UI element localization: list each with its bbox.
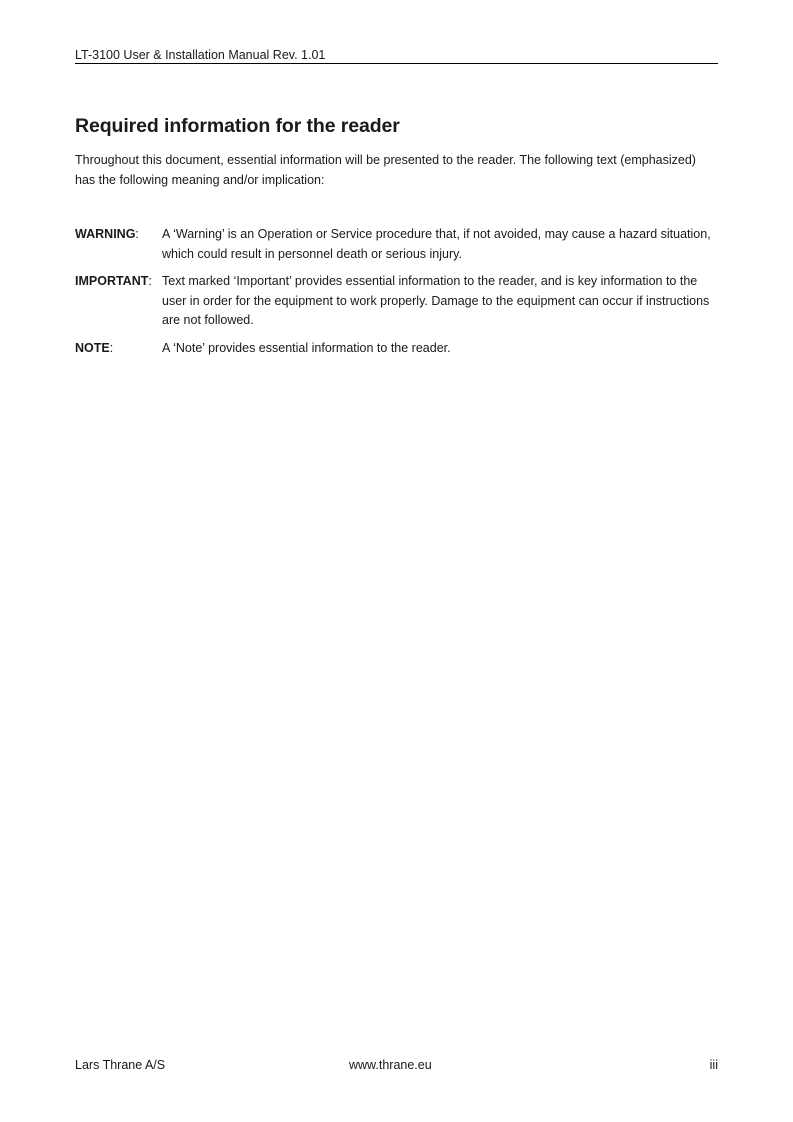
definition-note [75, 339, 718, 359]
running-header [75, 48, 718, 64]
definition-important [75, 272, 718, 331]
definition-term: IMPORTANT [75, 274, 149, 288]
footer-page-number: iii [709, 1058, 718, 1072]
definition-text: A ‘Note’ provides essential information to the reader. [162, 340, 451, 355]
definition-text: Text marked ‘Important’ provides essential information to the reader, and is key information to the user in order for the equipment to work properly. Damage to the equipment can occur if instructions are not followed. [162, 274, 710, 327]
intro-paragraph: Throughout this document, essential information will be presented to the reader. The following text (emphasized) has the following meaning and/or implication: [75, 153, 696, 187]
definition-warning [75, 225, 718, 264]
definition-text: A ‘Warning’ is an Operation or Service procedure that, if not avoided, may cause a hazard situation, which could result in personnel death or serious injury. [162, 227, 711, 261]
definition-separator: : [148, 274, 152, 288]
definition-separator: : [135, 227, 139, 241]
footer-company: Lars Thrane A/S [75, 1058, 166, 1072]
footer-website: www.thrane.eu [349, 1058, 432, 1072]
definition-term: NOTE [75, 340, 110, 355]
section-title: Required information for the reader [75, 115, 400, 137]
header-text: LT-3100 User & Installation Manual Rev. 1.01 [75, 48, 326, 62]
definition-term: WARNING [75, 227, 136, 241]
definition-separator: : [109, 340, 114, 355]
definition-list [75, 225, 718, 366]
